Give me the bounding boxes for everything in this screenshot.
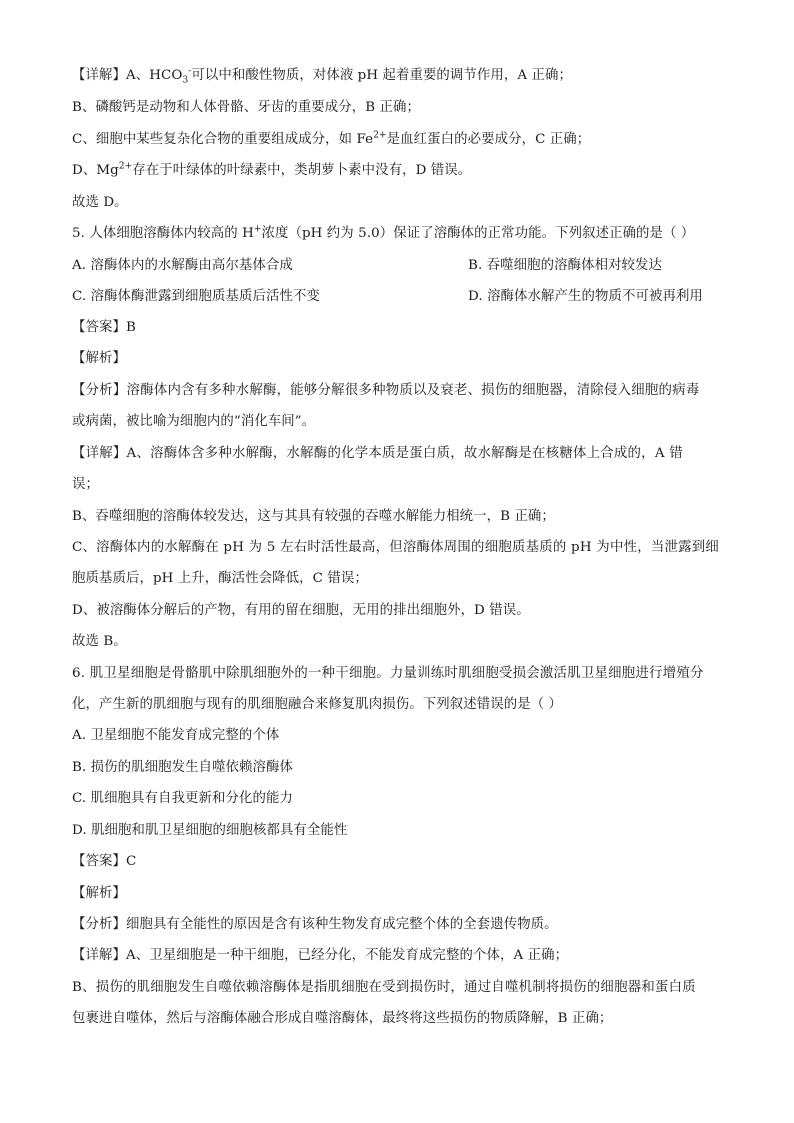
q5-analysis-line-1: 【分析】溶酶体内含有多种水解酶，能够分解很多种物质以及衰老、损伤的细胞器，清除侵入细胞的病毒 xyxy=(72,383,700,398)
q5-option-a[interactable]: A. 溶酶体内的水解酶由高尔基体合成 xyxy=(72,258,293,273)
q5-option-b[interactable]: B. 吞噬细胞的溶酶体相对较发达 xyxy=(468,258,663,273)
q5-detail-c-line-1: C、溶酶体内的水解酶在 pH 为 5 左右时活性最高，但溶酶体周围的细胞质基质的 pH 为中性，当泄露到细 xyxy=(72,540,720,555)
q5-analysis-title: 【解析】 xyxy=(72,351,126,366)
q5-options-row-1 xyxy=(72,256,663,276)
q6-detail-b-line-1: B、损伤的肌细胞发生自噬依赖溶酶体是指肌细胞在受到损伤时，通过自噬机制将损伤的细胞器和蛋白质 xyxy=(72,980,696,995)
q4-detail-c: C、细胞中某些复杂化合物的重要组成成分，如 $Fe^{2+}$是血红蛋白的必要成分，C 正确； xyxy=(72,130,591,147)
q5-choose: 故选 B。 xyxy=(72,634,127,649)
q4-detail-d: D、$Mg^{2+}$存在于叶绿体的叶绿素中，类胡萝卜素中没有，D 错误。 xyxy=(72,161,472,178)
q6-detail-b-line-2: 包裹进自噬体，然后与溶酶体融合形成自噬溶酶体，最终将这些损伤的物质降解，B 正确； xyxy=(72,1011,613,1026)
q6-option-a[interactable]: A. 卫星细胞不能发育成完整的个体 xyxy=(72,728,280,743)
q4-choose: 故选 D。 xyxy=(72,195,128,210)
q6-option-c[interactable]: C. 肌细胞具有自我更新和分化的能力 xyxy=(72,791,293,806)
q5-detail-b: B、吞噬细胞的溶酶体较发达，这与其具有较强的吞噬水解能力相统一，B 正确； xyxy=(72,509,555,524)
q6-stem-line-1: 6. 肌卫星细胞是骨骼肌中除肌细胞外的一种干细胞。力量训练时肌细胞受损会激活肌卫星细胞进行增殖分 xyxy=(72,666,704,681)
q6-option-d[interactable]: D. 肌细胞和肌卫星细胞的细胞核都具有全能性 xyxy=(72,823,348,838)
q5-options-row-2 xyxy=(72,287,703,307)
q5-detail-d: D、被溶酶体分解后的产物，有用的留在细胞，无用的排出细胞外，D 错误。 xyxy=(72,603,530,618)
q4-detail-b: B、磷酸钙是动物和人体骨骼、牙齿的重要成分，B 正确； xyxy=(72,100,421,115)
q6-detail-a: 【详解】A、卫星细胞是一种干细胞，已经分化，不能发育成完整的个体，A 正确； xyxy=(72,948,569,963)
q5-detail-line-1: 【详解】A、溶酶体含多种水解酶，水解酶的化学本质是蛋白质，故水解酶是在核糖体上合成的，A 错 xyxy=(72,446,683,461)
q6-answer: 【答案】C xyxy=(72,854,137,869)
q5-option-d[interactable]: D. 溶酶体水解产生的物质不可被再利用 xyxy=(468,289,703,304)
q5-detail-line-2: 误； xyxy=(72,477,99,492)
q6-option-b[interactable]: B. 损伤的肌细胞发生自噬依赖溶酶体 xyxy=(72,760,294,775)
q6-analysis-title: 【解析】 xyxy=(72,886,126,901)
q6-stem-line-2: 化，产生新的肌细胞与现有的肌细胞融合来修复肌肉损伤。下列叙述错误的是（ ） xyxy=(72,697,563,712)
q5-detail-c-line-2: 胞质基质后，pH 上升，酶活性会降低，C 错误； xyxy=(72,571,368,586)
q5-stem: 5. 人体细胞溶酶体内较高的 H+浓度（pH 约为 5.0）保证了溶酶体的正常功能。下列叙述正确的是（ ） xyxy=(72,224,695,241)
q5-analysis-line-2: 或病菌，被比喻为细胞内的“消化车间”。 xyxy=(72,414,316,429)
q5-answer: 【答案】B xyxy=(72,320,136,335)
q5-option-c[interactable]: C. 溶酶体酶泄露到细胞质基质后活性不变 xyxy=(72,289,320,304)
q6-analysis: 【分析】细胞具有全能性的原因是含有该种生物发育成完整个体的全套遗传物质。 xyxy=(72,917,558,932)
q4-detail-a: 【详解】A、$HCO_3^-$可以中和酸性物质，对体液 pH 起着重要的调节作用，A 正确； xyxy=(72,66,572,86)
